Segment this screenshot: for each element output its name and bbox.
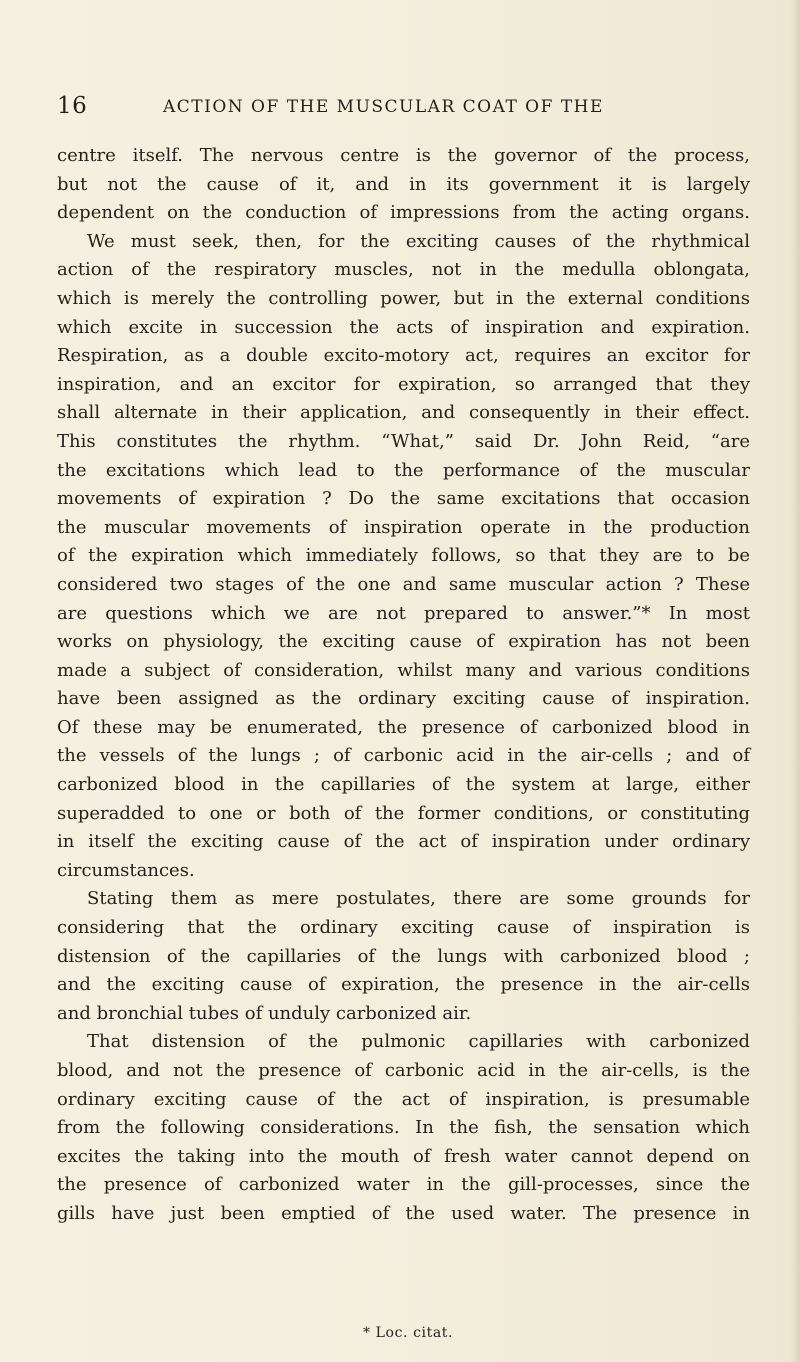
text-line: blood, and not the presence of carbonic acid in the air-cells, is the — [57, 1060, 750, 1081]
text-line: and the exciting cause of expiration, the presence in the air-cells — [57, 974, 750, 996]
text-line: and bronchial tubes of unduly carbonized air. — [57, 1002, 472, 1024]
running-head: ACTION OF THE MUSCULAR COAT OF THE — [163, 97, 604, 117]
text-line: circumstances. — [57, 859, 195, 881]
text-line: dependent on the conduction of impressions from the acting organs. — [57, 202, 750, 224]
text-line: in itself the exciting cause of the act of inspiration under ordinary — [57, 831, 750, 853]
text-line: gills have just been emptied of the used water. The presence in — [57, 1202, 750, 1224]
text-line: ordinary exciting cause of the act of inspiration, is presumable — [57, 1088, 750, 1110]
text-line: works on physiology, the exciting cause of expiration has not been — [57, 631, 750, 653]
body-text — [57, 142, 750, 1229]
text-line: which excite in succession the acts of inspiration and expiration. — [57, 316, 750, 338]
text-line: from the following considerations. In the fish, the sensation which — [57, 1117, 750, 1139]
text-line: excites the taking into the mouth of fresh water cannot depend on — [57, 1145, 750, 1167]
text-line: action of the respiratory muscles, not in the medulla oblongata, — [57, 259, 750, 281]
text-line: the vessels of the lungs ; of carbonic acid in the air-cells ; and of — [57, 745, 750, 767]
text-line: have been assigned as the ordinary exciting cause of inspiration. — [57, 688, 750, 710]
text-line: centre itself. The nervous centre is the governor of the process, — [57, 145, 750, 166]
text-line: Stating them as mere postulates, there are some grounds for — [87, 888, 750, 910]
page-edge-shadow — [790, 0, 800, 1362]
text-line: movements of expiration ? Do the same excitations that occasion — [57, 488, 750, 510]
page-number: 16 — [57, 93, 88, 119]
text-line: This constitutes the rhythm. “What,” said Dr. John Reid, “are — [57, 430, 750, 452]
page-header — [57, 91, 757, 123]
text-line: the excitations which lead to the performance of the muscular — [57, 459, 750, 481]
text-line: considered two stages of the one and same muscular action ? These — [57, 573, 750, 595]
text-line: are questions which we are not prepared to answer.”* In most — [57, 602, 750, 624]
text-line: made a subject of consideration, whilst many and various conditions — [57, 659, 750, 681]
text-line: of the expiration which immediately follows, so that they are to be — [57, 545, 750, 567]
text-line: superadded to one or both of the former conditions, or constituting — [57, 802, 750, 824]
text-line: inspiration, and an excitor for expiration, so arranged that they — [57, 373, 750, 395]
text-line: Respiration, as a double excito-motory act, requires an excitor for — [57, 345, 750, 367]
text-line: distension of the capillaries of the lungs with carbonized blood ; — [57, 945, 750, 967]
text-line: considering that the ordinary exciting cause of inspiration is — [57, 917, 750, 939]
text-line: but not the cause of it, and in its government it is largely — [57, 173, 750, 195]
text-line: which is merely the controlling power, but in the external conditions — [57, 287, 750, 309]
text-line: That distension of the pulmonic capillaries with carbonized — [87, 1031, 750, 1053]
text-line: carbonized blood in the capillaries of the system at large, either — [57, 774, 750, 796]
text-line: shall alternate in their application, and consequently in their effect. — [57, 402, 750, 424]
text-line: the presence of carbonized water in the gill-processes, since the — [57, 1174, 750, 1196]
footnote: * Loc. citat. — [363, 1325, 454, 1341]
text-line: We must seek, then, for the exciting causes of the rhythmical — [87, 230, 750, 252]
text-line: the muscular movements of inspiration operate in the production — [57, 516, 750, 538]
text-line: Of these may be enumerated, the presence of carbonized blood in — [57, 716, 750, 738]
